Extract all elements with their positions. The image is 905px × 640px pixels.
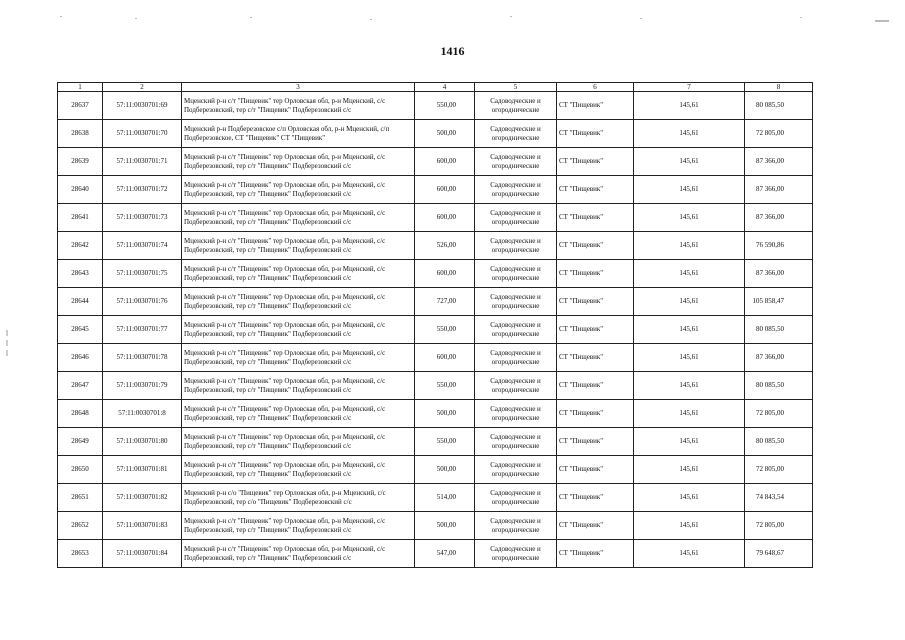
cadastral-number: 57:11:0030701:76	[103, 288, 182, 316]
col-header-8: 8	[745, 83, 813, 92]
table-row	[58, 204, 813, 232]
cadastral-number: 57:11:0030701:69	[103, 92, 182, 120]
col-header-4: 4	[415, 83, 475, 92]
address: Мценский р-н с/т "Пищевик" тер Орловская обл, р-н Мценский, с/с Подберезовский, тер с/т "Пищевик" Подберезовский с/с	[182, 400, 415, 428]
address: Мценский р-н с/т "Пищевик" тер Орловская обл, р-н Мценский, с/с Подберезовский, тер с/т "Пищевик" Подберезовский с/с	[182, 176, 415, 204]
table-row	[58, 120, 813, 148]
table-row	[58, 372, 813, 400]
unit-price: 145,61	[634, 92, 745, 120]
land-use-type: Садоводческие и огороднические	[475, 316, 557, 344]
organization: СТ "Пищевик"	[557, 428, 634, 456]
col-header-5: 5	[475, 83, 557, 92]
row-number: 28640	[58, 176, 103, 204]
table-row	[58, 540, 813, 568]
organization: СТ "Пищевик"	[557, 204, 634, 232]
row-number: 28644	[58, 288, 103, 316]
land-use-type: Садоводческие и огороднические	[475, 204, 557, 232]
area-value: 600,00	[415, 176, 475, 204]
organization: СТ "Пищевик"	[557, 148, 634, 176]
area-value: 550,00	[415, 316, 475, 344]
land-use-type: Садоводческие и огороднические	[475, 344, 557, 372]
organization: СТ "Пищевик"	[557, 260, 634, 288]
cadastral-cost: 87 366,00	[745, 260, 813, 288]
address: Мценский р-н с/т "Пищевик" тер Орловская обл, р-н Мценский, с/с Подберезовский, тер с/т "Пищевик" Подберезовский с/с	[182, 288, 415, 316]
organization: СТ "Пищевик"	[557, 456, 634, 484]
cadastral-number: 57:11:0030701:75	[103, 260, 182, 288]
unit-price: 145,61	[634, 456, 745, 484]
table-row	[58, 484, 813, 512]
col-header-1: 1	[58, 83, 103, 92]
table-row	[58, 428, 813, 456]
unit-price: 145,61	[634, 176, 745, 204]
table-row	[58, 400, 813, 428]
cadastral-number: 57:11:0030701:80	[103, 428, 182, 456]
col-header-2: 2	[103, 83, 182, 92]
unit-price: 145,61	[634, 372, 745, 400]
row-number: 28648	[58, 400, 103, 428]
cadastral-cost: 79 648,67	[745, 540, 813, 568]
header-row	[58, 83, 813, 92]
land-use-type: Садоводческие и огороднические	[475, 120, 557, 148]
table-row	[58, 176, 813, 204]
area-value: 514,00	[415, 484, 475, 512]
cadastral-cost: 80 085,50	[745, 92, 813, 120]
cadastral-number: 57:11:0030701:84	[103, 540, 182, 568]
table-row	[58, 92, 813, 120]
table-row	[58, 316, 813, 344]
land-use-type: Садоводческие и огороднические	[475, 512, 557, 540]
organization: СТ "Пищевик"	[557, 512, 634, 540]
organization: СТ "Пищевик"	[557, 120, 634, 148]
land-use-type: Садоводческие и огороднические	[475, 92, 557, 120]
organization: СТ "Пищевик"	[557, 176, 634, 204]
land-use-type: Садоводческие и огороднические	[475, 372, 557, 400]
land-plots-table	[57, 82, 813, 568]
col-header-3: 3	[182, 83, 415, 92]
unit-price: 145,61	[634, 260, 745, 288]
row-number: 28651	[58, 484, 103, 512]
cadastral-number: 57:11:0030701:70	[103, 120, 182, 148]
unit-price: 145,61	[634, 232, 745, 260]
cadastral-cost: 72 805,00	[745, 512, 813, 540]
scan-specks	[40, 14, 900, 24]
address: Мценский р-н с/т "Пищевик" тер Орловская обл, р-н Мценский, с/с Подберезовский, тер с/т "Пищевик" Подберезовский с/с	[182, 232, 415, 260]
organization: СТ "Пищевик"	[557, 344, 634, 372]
row-number: 28637	[58, 92, 103, 120]
area-value: 550,00	[415, 92, 475, 120]
row-number: 28649	[58, 428, 103, 456]
area-value: 550,00	[415, 372, 475, 400]
area-value: 600,00	[415, 204, 475, 232]
area-value: 600,00	[415, 260, 475, 288]
organization: СТ "Пищевик"	[557, 232, 634, 260]
cadastral-number: 57:11:0030701:74	[103, 232, 182, 260]
organization: СТ "Пищевик"	[557, 288, 634, 316]
area-value: 547,00	[415, 540, 475, 568]
cadastral-cost: 72 805,00	[745, 120, 813, 148]
cadastral-number: 57:11:0030701:71	[103, 148, 182, 176]
unit-price: 145,61	[634, 288, 745, 316]
land-use-type: Садоводческие и огороднические	[475, 484, 557, 512]
land-use-type: Садоводческие и огороднические	[475, 260, 557, 288]
row-number: 28646	[58, 344, 103, 372]
cadastral-cost: 80 085,50	[745, 372, 813, 400]
unit-price: 145,61	[634, 400, 745, 428]
address: Мценский р-н с/т "Пищевик" тер Орловская обл, р-н Мценский, с/с Подберезовский, тер с/т "Пищевик" Подберезовский с/с	[182, 372, 415, 400]
unit-price: 145,61	[634, 120, 745, 148]
address: Мценский р-н с/т "Пищевик" тер Орловская обл, р-н Мценский, с/с Подберезовский, тер с/т "Пищевик" Подберезовский с/с	[182, 512, 415, 540]
row-number: 28652	[58, 512, 103, 540]
row-number: 28639	[58, 148, 103, 176]
cadastral-number: 57:11:0030701:72	[103, 176, 182, 204]
table-row	[58, 512, 813, 540]
land-use-type: Садоводческие и огороднические	[475, 148, 557, 176]
cadastral-cost: 80 085,50	[745, 428, 813, 456]
row-number: 28641	[58, 204, 103, 232]
col-header-7: 7	[634, 83, 745, 92]
row-number: 28642	[58, 232, 103, 260]
cadastral-cost: 87 366,00	[745, 344, 813, 372]
land-use-type: Садоводческие и огороднические	[475, 232, 557, 260]
unit-price: 145,61	[634, 428, 745, 456]
table-row	[58, 148, 813, 176]
row-number: 28650	[58, 456, 103, 484]
row-number: 28653	[58, 540, 103, 568]
land-use-type: Садоводческие и огороднические	[475, 540, 557, 568]
area-value: 600,00	[415, 344, 475, 372]
area-value: 500,00	[415, 400, 475, 428]
page-number: 1416	[440, 44, 465, 58]
unit-price: 145,61	[634, 484, 745, 512]
area-value: 550,00	[415, 428, 475, 456]
scan-margin-marks	[6, 330, 8, 360]
unit-price: 145,61	[634, 344, 745, 372]
address: Мценский р-н с/т "Пищевик" тер Орловская обл, р-н Мценский, с/с Подберезовский, тер с/т "Пищевик" Подберезовский с/с	[182, 260, 415, 288]
cadastral-number: 57:11:0030701:78	[103, 344, 182, 372]
area-value: 526,00	[415, 232, 475, 260]
land-use-type: Садоводческие и огороднические	[475, 428, 557, 456]
area-value: 500,00	[415, 456, 475, 484]
cadastral-number: 57:11:0030701:82	[103, 484, 182, 512]
cadastral-cost: 87 366,00	[745, 176, 813, 204]
row-number: 28647	[58, 372, 103, 400]
unit-price: 145,61	[634, 316, 745, 344]
organization: СТ "Пищевик"	[557, 540, 634, 568]
cadastral-cost: 87 366,00	[745, 148, 813, 176]
address: Мценский р-н с/т "Пищевик" тер Орловская обл, р-н Мценский, с/с Подберезовский, тер с/т "Пищевик" Подберезовский с/с	[182, 540, 415, 568]
table-row	[58, 232, 813, 260]
address: Мценский р-н с/т "Пищевик" тер Орловская обл, р-н Мценский, с/с Подберезовский, тер с/т "Пищевик" Подберезовский с/с	[182, 92, 415, 120]
table-row	[58, 344, 813, 372]
cadastral-cost: 72 805,00	[745, 456, 813, 484]
col-header-6: 6	[557, 83, 634, 92]
area-value: 727,00	[415, 288, 475, 316]
organization: СТ "Пищевик"	[557, 484, 634, 512]
address: Мценский р-н с/т "Пищевик" тер Орловская обл, р-н Мценский, с/с Подберезовский, тер с/т "Пищевик" Подберезовский с/с	[182, 428, 415, 456]
organization: СТ "Пищевик"	[557, 92, 634, 120]
area-value: 500,00	[415, 512, 475, 540]
row-number: 28638	[58, 120, 103, 148]
cadastral-cost: 87 366,00	[745, 204, 813, 232]
area-value: 500,00	[415, 120, 475, 148]
organization: СТ "Пищевик"	[557, 372, 634, 400]
cadastral-cost: 72 805,00	[745, 400, 813, 428]
unit-price: 145,61	[634, 540, 745, 568]
cadastral-cost: 105 858,47	[745, 288, 813, 316]
address: Мценский р-н с/т "Пищевик" тер Орловская обл, р-н Мценский, с/с Подберезовский, тер с/т "Пищевик" Подберезовский с/с	[182, 204, 415, 232]
cadastral-number: 57:11:0030701:79	[103, 372, 182, 400]
unit-price: 145,61	[634, 204, 745, 232]
area-value: 600,00	[415, 148, 475, 176]
address: Мценский р-н с/о "Пищевик" тер Орловская обл, р-н Мценский, с/с Подберезовский, тер с/о "Пищевик" Подберезовский с/с	[182, 484, 415, 512]
cadastral-number: 57:11:0030701:73	[103, 204, 182, 232]
table-row	[58, 288, 813, 316]
cadastral-number: 57:11:0030701:77	[103, 316, 182, 344]
land-use-type: Садоводческие и огороднические	[475, 176, 557, 204]
row-number: 28645	[58, 316, 103, 344]
address: Мценский р-н с/т "Пищевик" тер Орловская обл, р-н Мценский, с/с Подберезовский, тер с/т "Пищевик" Подберезовский с/с	[182, 456, 415, 484]
address: Мценский р-н с/т "Пищевик" тер Орловская обл, р-н Мценский, с/с Подберезовский, тер с/т "Пищевик" Подберезовский с/с	[182, 344, 415, 372]
table-row	[58, 456, 813, 484]
address: Мценский р-н с/т "Пищевик" тер Орловская обл, р-н Мценский, с/с Подберезовский, тер с/т "Пищевик" Подберезовский с/с	[182, 148, 415, 176]
address: Мценский р-н с/т "Пищевик" тер Орловская обл, р-н Мценский, с/с Подберезовский, тер с/т "Пищевик" Подберезовский с/с	[182, 316, 415, 344]
cadastral-cost: 80 085,50	[745, 316, 813, 344]
row-number: 28643	[58, 260, 103, 288]
cadastral-number: 57:11:0030701:81	[103, 456, 182, 484]
address: Мценский р-н Подберезовское с/п Орловская обл, р-н Мценский, с/п Подберезовское, СТ "Пищевик" СТ "Пищевик"	[182, 120, 415, 148]
organization: СТ "Пищевик"	[557, 316, 634, 344]
organization: СТ "Пищевик"	[557, 400, 634, 428]
table-row	[58, 260, 813, 288]
cadastral-cost: 76 590,86	[745, 232, 813, 260]
cadastral-cost: 74 843,54	[745, 484, 813, 512]
unit-price: 145,61	[634, 148, 745, 176]
land-use-type: Садоводческие и огороднические	[475, 288, 557, 316]
unit-price: 145,61	[634, 512, 745, 540]
cadastral-number: 57:11:0030701:83	[103, 512, 182, 540]
cadastral-number: 57:11:0030701:8	[103, 400, 182, 428]
land-use-type: Садоводческие и огороднические	[475, 400, 557, 428]
land-use-type: Садоводческие и огороднические	[475, 456, 557, 484]
